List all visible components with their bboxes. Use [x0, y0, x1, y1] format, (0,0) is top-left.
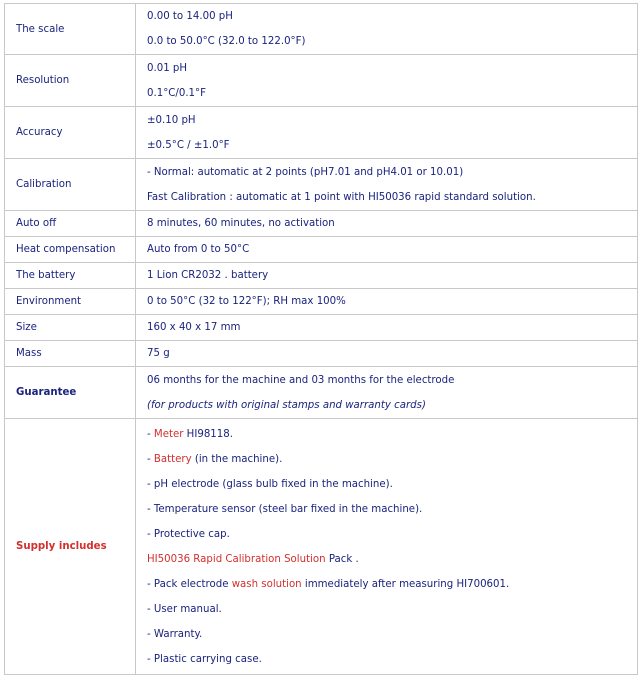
supply-item-highlight: HI50036 Rapid Calibration Solution — [147, 553, 326, 565]
supply-item-text: HI98118. — [183, 428, 233, 440]
spec-value-line: 0.01 pH — [147, 62, 188, 74]
spec-value — [136, 107, 638, 159]
supply-item — [147, 497, 626, 522]
spec-label: Size — [5, 315, 136, 341]
spec-label: Guarantee — [5, 367, 136, 419]
spec-value: 0 to 50°C (32 to 122°F); RH max 100% — [136, 289, 638, 315]
spec-value-line: 0.00 to 14.00 pH — [147, 11, 233, 22]
spec-value-line: 0.1°C/0.1°F — [147, 87, 206, 99]
spec-row-auto-off — [5, 211, 638, 237]
spec-value-line: ±0.10 pH — [147, 114, 196, 126]
supply-item-text: - Plastic carrying case. — [147, 653, 262, 665]
spec-row-scale — [5, 4, 638, 55]
spec-label: Auto off — [5, 211, 136, 237]
spec-value-line: Fast Calibration : automatic at 1 point with HI50036 rapid standard solution. — [147, 191, 536, 203]
spec-label: Resolution — [5, 55, 136, 107]
supply-item-text: - Pack electrode — [147, 578, 232, 590]
supply-item — [147, 547, 626, 572]
supply-item-text: Pack . — [325, 553, 359, 565]
spec-row-battery — [5, 263, 638, 289]
spec-row-mass — [5, 341, 638, 367]
supply-item — [147, 647, 626, 672]
supply-item-text: (in the machine). — [191, 453, 283, 465]
spec-row-guarantee — [5, 367, 638, 419]
supply-item-text: - pH electrode (glass bulb fixed in the machine). — [147, 478, 393, 490]
spec-value — [136, 367, 638, 419]
spec-row-supply — [5, 419, 638, 675]
spec-row-calibration — [5, 159, 638, 211]
spec-value — [136, 4, 638, 55]
supply-item-highlight: Meter — [153, 428, 184, 440]
supply-item — [147, 572, 626, 597]
spec-label: Mass — [5, 341, 136, 367]
spec-row-accuracy — [5, 107, 638, 159]
supply-item — [147, 447, 626, 472]
supply-item-text: - — [147, 453, 154, 465]
supply-item-text: - User manual. — [147, 603, 222, 615]
spec-value: 8 minutes, 60 minutes, no activation — [136, 211, 638, 237]
spec-value-line: ±0.5°C / ±1.0°F — [147, 139, 230, 151]
spec-value-note: (for products with original stamps and warranty cards) — [147, 399, 426, 411]
spec-label: Environment — [5, 289, 136, 315]
spec-row-size — [5, 315, 638, 341]
supply-item-highlight: Battery — [153, 453, 192, 465]
spec-label: The scale — [5, 4, 136, 55]
supply-item-text: - Temperature sensor (steel bar fixed in the machine). — [147, 503, 423, 515]
supply-item-text: - Warranty. — [147, 628, 203, 640]
spec-value — [136, 55, 638, 107]
spec-row-resolution — [5, 55, 638, 107]
supply-item-highlight: wash solution — [231, 578, 302, 590]
spec-value-line: 0.0 to 50.0°C (32.0 to 122.0°F) — [147, 36, 306, 47]
spec-value — [136, 419, 638, 675]
supply-item-text: - Protective cap. — [147, 528, 230, 540]
supply-item — [147, 522, 626, 547]
spec-label: Calibration — [5, 159, 136, 211]
spec-label: Accuracy — [5, 107, 136, 159]
spec-label: Supply includes — [5, 419, 136, 675]
spec-value — [136, 159, 638, 211]
spec-value-line: - Normal: automatic at 2 points (pH7.01 and pH4.01 or 10.01) — [147, 166, 464, 178]
specification-table — [4, 3, 638, 675]
supply-item — [147, 622, 626, 647]
spec-value: 1 Lion CR2032 . battery — [136, 263, 638, 289]
spec-row-environment — [5, 289, 638, 315]
spec-value: 160 x 40 x 17 mm — [136, 315, 638, 341]
supply-item — [147, 472, 626, 497]
spec-label: Heat compensation — [5, 237, 136, 263]
supply-item — [147, 597, 626, 622]
spec-value-line: 06 months for the machine and 03 months for the electrode — [147, 374, 455, 386]
spec-value: 75 g — [136, 341, 638, 367]
supply-item — [147, 422, 626, 447]
spec-value: Auto from 0 to 50°C — [136, 237, 638, 263]
spec-label: The battery — [5, 263, 136, 289]
supply-item-text: - — [147, 428, 154, 440]
spec-row-heat-compensation — [5, 237, 638, 263]
supply-item-text: immediately after measuring HI700601. — [301, 578, 510, 590]
